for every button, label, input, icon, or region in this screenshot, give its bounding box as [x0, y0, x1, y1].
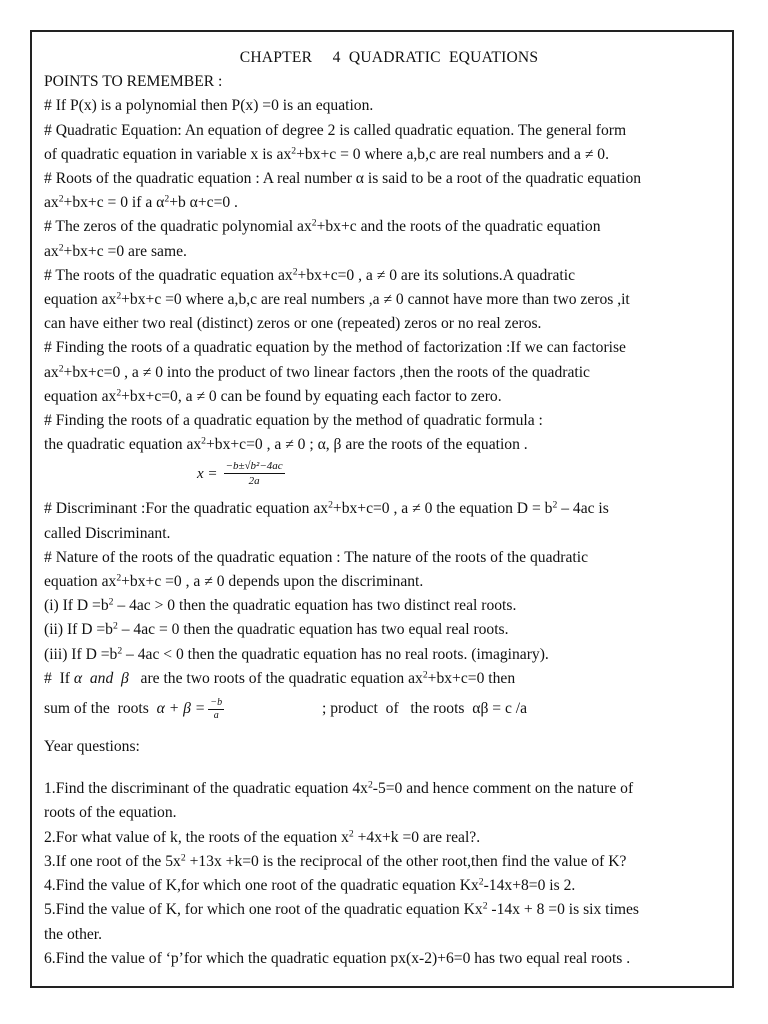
sum-product-row — [44, 691, 734, 725]
formula-denominator: 2a — [248, 475, 260, 488]
point-7-line-1: # Finding the roots of a quadratic equation by the method of quadratic formula : — [44, 412, 543, 430]
nature-case-1: (i) If $D =b^2 - 4ac > 0$ then the quadratic equation has two distinct real roots. — [44, 596, 517, 615]
point-6-line-2: $ax^2+bx+c=0$ , a ≠ 0 into the product of two linear factors ,then the roots of the quadratic — [44, 363, 590, 381]
point-1: # If P(x) is a polynomial then P(x) =0 is an equation. — [44, 97, 374, 115]
point-3-line-2: $ax^2+bx+c = 0$ if a $\alpha^2+b$ α+c=0 . — [44, 193, 238, 212]
point-5-line-2: equation $ax^2+bx+c =0$ where a,b,c are real numbers ,a ≠ 0 cannot have more than two zeros ,it — [44, 290, 630, 309]
nature-case-2: (ii) If $D =b^2 - 4ac = 0$ then the quadratic equation has two equal real roots. — [44, 621, 509, 639]
point-5-line-1: # The roots of the quadratic equation $ax^2+bx+c=0$ , a ≠ 0 are its solutions.A quadratic — [44, 266, 575, 284]
question-5-line-2: the other. — [44, 925, 103, 943]
question-1-line-2: roots of the equation. — [44, 804, 177, 822]
nature-case-3: (iii) If $D =b^2 - 4ac < 0$ then the quadratic equation has no real roots. (imaginary). — [44, 645, 549, 663]
formula-fraction — [224, 459, 285, 488]
quadratic-formula — [44, 457, 734, 497]
points-heading: POINTS TO REMEMBER : — [44, 73, 223, 91]
sum-of-roots: sum of the roots α + β = $\frac{-b}{a}$ — [44, 697, 223, 722]
point-10: # If α and β are the two roots of the quadratic equation $ax^2+bx+c=0$ then — [44, 669, 516, 687]
formula-lhs: x = — [197, 465, 218, 482]
point-8-line-2: called Discriminant. — [44, 524, 171, 542]
point-8-line-1: # Discriminant :For the quadratic equation $ax^2+bx+c=0$ , a ≠ 0 the equation $D = b^2 - 4ac$ is — [44, 500, 609, 518]
point-9-line-2: equation $ax^2+bx+c =0$ , a ≠ 0 depends upon the discriminant. — [44, 572, 424, 591]
point-6-line-3: equation $ax^2+bx+c=0$, a ≠ 0 can be found by equating each factor to zero. — [44, 387, 502, 405]
point-5-line-3: can have either two real (distinct) zeros or one (repeated) zeros or no real zeros. — [44, 315, 542, 333]
question-4: 4.Find the value of K,for which one root of the quadratic equation $Kx^2-14x+8=0$ is 2. — [44, 876, 576, 895]
point-2-line-2: of quadratic equation in variable x is $ax^2+bx+c = 0$ where a,b,c are real numbers and a ≠ 0. — [44, 145, 609, 163]
point-3-line-1: # Roots of the quadratic equation : A real number α is said to be a root of the quadratic equation — [44, 170, 642, 188]
point-6-line-1: # Finding the roots of a quadratic equation by the method of factorization :If we can factorise — [44, 339, 626, 357]
formula-numerator: −b±√b²−4ac — [225, 460, 283, 473]
question-5-line-1: 5.Find the value of K, for which one root of the quadratic equation Kx$^2$ -14x + 8 =0 is six times — [44, 900, 639, 919]
question-1-line-1: 1.Find the discriminant of the quadratic equation $4x^2-5=0$ and hence comment on the nature of — [44, 779, 634, 798]
chapter-title: CHAPTER 4 QUADRATIC EQUATIONS — [239, 49, 539, 66]
sum-fraction: $\frac{-b}{a}$ — [210, 697, 223, 722]
question-6: 6.Find the value of ‘p’for which the quadratic equation px(x-2)+6=0 has two equal real roots . — [44, 949, 631, 967]
point-2-line-1: # Quadratic Equation: An equation of degree 2 is called quadratic equation. The general form — [44, 121, 627, 139]
point-4-line-2: $ax^2+bx+c =0$ are same. — [44, 242, 187, 260]
point-7-line-2: the quadratic equation $ax^2+bx+c=0$ , a ≠ 0 ; α, β are the roots of the equation . — [44, 435, 528, 454]
product-of-roots: ; product of the roots αβ = c /a — [322, 700, 528, 718]
question-2: 2.For what value of k, the roots of the equation $x^2 +4x+k =0$ are real?. — [44, 828, 481, 846]
point-9-line-1: # Nature of the roots of the quadratic equation : The nature of the roots of the quadratic — [44, 548, 589, 566]
year-questions-heading: Year questions: — [44, 738, 140, 756]
document-body — [44, 46, 734, 971]
point-4-line-1: # The zeros of the quadratic polynomial $ax^2+bx+c$ and the roots of the quadratic equation — [44, 218, 601, 236]
question-3: 3.If one root of the $5x^2 +13x +k=0$ is the reciprocal of the other root,then find the value of K? — [44, 852, 627, 870]
